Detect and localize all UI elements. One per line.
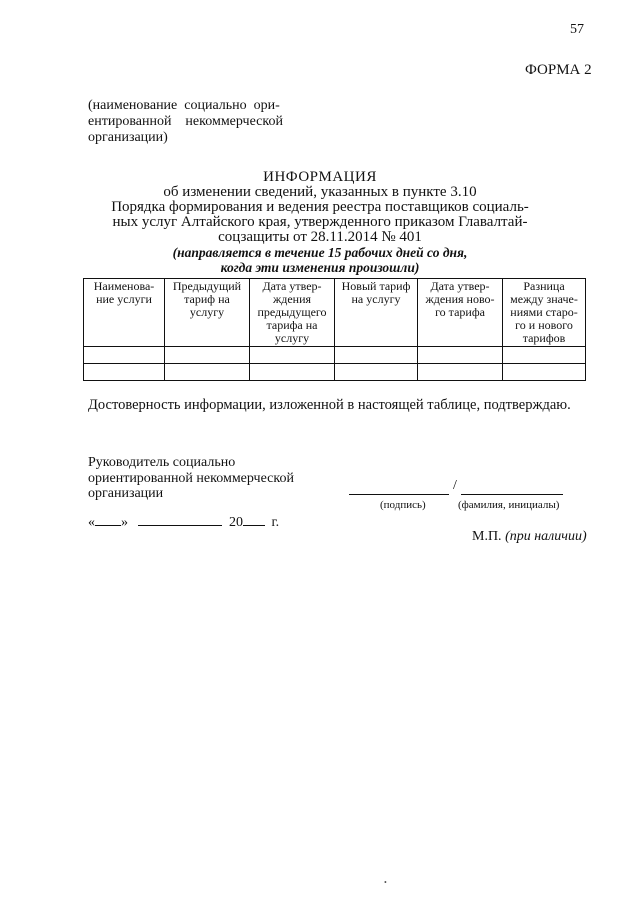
table-header-row: [84, 279, 586, 347]
tariff-changes-table: [83, 278, 586, 381]
stamp-note: (при наличии): [505, 529, 587, 544]
header-previous-tariff: Предыдущий тариф на услугу: [165, 279, 250, 347]
table-cell: [84, 347, 165, 364]
table-cell: [250, 364, 335, 381]
table-cell: [165, 364, 250, 381]
header-tariff-difference: Разница между значе- ниями старо- го и нового тарифов: [503, 279, 586, 347]
table-cell: [418, 364, 503, 381]
header-service-name: Наименова- ние услуги: [84, 279, 165, 347]
head-line: ориентированной некоммерческой: [88, 470, 294, 486]
scan-mark: •: [384, 878, 387, 887]
head-line: Руководитель социально: [88, 455, 236, 470]
table-cell: [335, 364, 418, 381]
table-cell: [335, 347, 418, 364]
date-close-quote: »: [121, 515, 128, 530]
name-caption: (фамилия, инициалы): [458, 499, 560, 511]
organization-name-caption: [88, 98, 308, 146]
day-blank: [95, 513, 121, 526]
signature-caption: (подпись): [380, 499, 426, 511]
table-row: [84, 364, 586, 381]
month-blank: [138, 513, 222, 526]
date-line: [88, 513, 279, 531]
table-cell: [503, 364, 586, 381]
title-heading: ИНФОРМАЦИЯ: [263, 169, 377, 185]
stamp-label: М.П.: [472, 529, 502, 544]
header-new-tariff-date: Дата утвер- ждения ново- го тарифа: [418, 279, 503, 347]
org-name-line: (наименование социально ори-: [88, 98, 280, 113]
form-label: ФОРМА 2: [525, 62, 592, 78]
signature-blank-line: [349, 494, 449, 495]
title-line: об изменении сведений, указанных в пункте 3.10: [163, 184, 477, 200]
table-cell: [418, 347, 503, 364]
head-line: организации: [88, 486, 164, 501]
org-name-line: организации): [88, 130, 168, 145]
year-blank: [243, 513, 265, 526]
year-prefix: 20: [229, 515, 243, 530]
head-of-organization-label: [88, 455, 328, 502]
title-note-line: (направляется в течение 15 рабочих дней со дня,: [172, 245, 468, 260]
table-cell: [84, 364, 165, 381]
header-previous-tariff-date: Дата утвер- ждения предыдущего тарифа на услугу: [250, 279, 335, 347]
table-row: [84, 347, 586, 364]
table-cell: [503, 347, 586, 364]
document-title: [0, 170, 640, 275]
title-line: ных услуг Алтайского края, утвержденного приказом Главалтай-: [112, 214, 528, 230]
table-cell: [165, 347, 250, 364]
date-open-quote: «: [88, 515, 95, 530]
name-blank-line: [461, 494, 563, 495]
org-name-line: ентированной некоммерческой: [88, 114, 283, 129]
title-line: Порядка формирования и ведения реестра поставщиков социаль-: [111, 199, 529, 215]
confirmation-statement: Достоверность информации, изложенной в настоящей таблице, подтверждаю.: [88, 397, 571, 413]
table-cell: [250, 347, 335, 364]
title-line: соцзащиты от 28.11.2014 № 401: [218, 229, 422, 245]
year-suffix: г.: [271, 515, 280, 530]
page-number: 57: [570, 22, 584, 37]
stamp-placeholder: [472, 529, 587, 545]
header-new-tariff: Новый тариф на услугу: [335, 279, 418, 347]
signature-separator: /: [453, 478, 457, 493]
title-note-line: когда эти изменения произошли): [220, 260, 420, 275]
